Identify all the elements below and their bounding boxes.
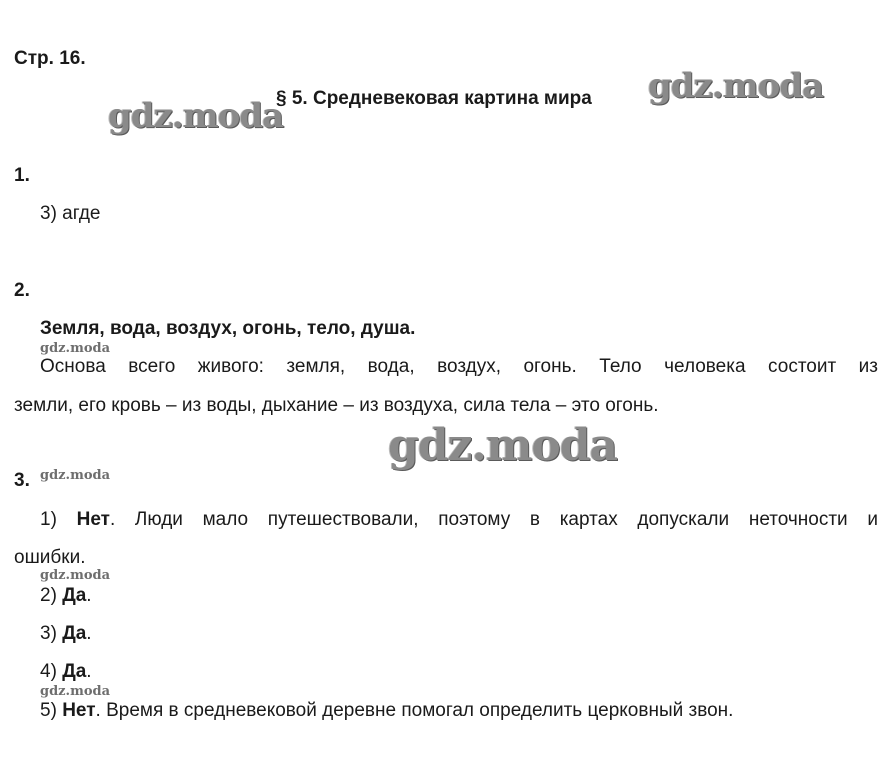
item-text: . Люди мало путешествовали, поэтому в картах допускали неточности и (109, 509, 878, 530)
task-2-paragraph-line-1: Основа всего живого: земля, вода, воздух, огонь. Тело человека состоит из (40, 356, 878, 377)
item-verdict: Да (62, 585, 87, 606)
task-3-item-4 (40, 661, 92, 683)
task-3-item-3 (40, 623, 92, 645)
item-prefix: 4) (40, 661, 63, 682)
task-3-item-2 (40, 585, 92, 607)
watermark-logo: gdz.moda (648, 66, 824, 106)
item-text: . (86, 623, 92, 644)
task-3-item-5 (40, 700, 733, 722)
watermark-logo: gdz.moda (388, 420, 618, 471)
task-2-number: 2. (14, 280, 30, 301)
item-text: . (86, 585, 92, 606)
task-3-item-1-continuation: ошибки. (14, 547, 86, 568)
item-prefix: 2) (40, 585, 63, 606)
task-3-number: 3. (14, 470, 30, 491)
item-text: . (86, 661, 92, 682)
item-verdict: Нет (76, 509, 110, 530)
item-prefix: 1) (40, 509, 77, 530)
task-2-paragraph-line-2: земли, его кровь – из воды, дыхание – из воздуха, сила тела – это огонь. (14, 395, 659, 416)
section-title: § 5. Средневековая картина мира (276, 88, 592, 109)
watermark-small: gdz.moda (40, 684, 111, 699)
task-1-number: 1. (14, 165, 30, 186)
watermark-small: gdz.moda (40, 568, 111, 583)
item-prefix: 3) (40, 623, 63, 644)
task-2-keywords: Земля, вода, воздух, огонь, тело, душа. (40, 318, 416, 339)
item-prefix: 5) (40, 700, 63, 721)
task-3-item-1 (40, 509, 878, 531)
task-1-answer: 3) агде (40, 203, 101, 224)
page-label: Стр. 16. (14, 48, 86, 69)
item-verdict: Да (62, 661, 87, 682)
item-verdict: Нет (62, 700, 96, 721)
item-verdict: Да (62, 623, 87, 644)
item-text: . Время в средневековой деревне помогал определить церковный звон. (95, 700, 734, 721)
watermark-small: gdz.moda (40, 341, 111, 356)
watermark-logo: gdz.moda (108, 96, 284, 136)
watermark-small: gdz.moda (40, 468, 111, 483)
